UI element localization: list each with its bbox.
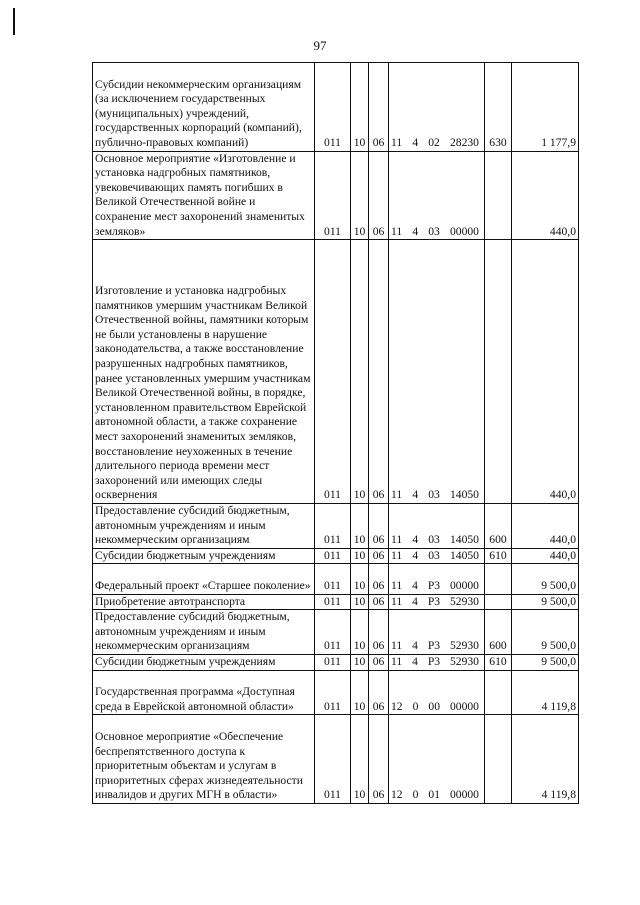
subsection-code: 06 xyxy=(369,610,389,655)
target-article-code xyxy=(389,240,485,504)
table-row xyxy=(93,564,579,594)
section-code: 10 xyxy=(351,594,369,610)
section-code: 10 xyxy=(351,503,369,548)
subsection-code: 06 xyxy=(369,715,389,804)
section-code: 10 xyxy=(351,151,369,240)
target-article-part: P3 xyxy=(427,639,441,653)
target-article-part: 03 xyxy=(428,488,440,502)
target-article-part: 03 xyxy=(428,224,440,238)
section-code: 10 xyxy=(351,63,369,152)
target-article-part: 11 xyxy=(391,488,403,502)
margin-mark xyxy=(13,8,15,35)
target-article-code xyxy=(389,594,485,610)
grbs-code: 011 xyxy=(315,564,351,594)
target-article-part: 14050 xyxy=(449,488,479,502)
target-article-part: 4 xyxy=(412,224,419,238)
target-article-part: 00000 xyxy=(449,224,479,238)
target-article-part: 11 xyxy=(391,654,403,668)
amount: 9 500,0 xyxy=(512,564,579,594)
target-article-part: 4 xyxy=(412,578,418,592)
target-article-part: 03 xyxy=(428,548,440,562)
target-article-part: 4 xyxy=(412,488,419,502)
target-article-part: P3 xyxy=(427,594,441,608)
subsection-code: 06 xyxy=(369,594,389,610)
table-row xyxy=(93,654,579,670)
target-article-part: 4 xyxy=(412,136,419,149)
row-name: Приобретение автотранспорта xyxy=(93,594,315,610)
subsection-code: 06 xyxy=(369,564,389,594)
target-article-part: 03 xyxy=(428,533,440,547)
amount: 440,0 xyxy=(512,503,579,548)
target-article-part: 00000 xyxy=(449,699,479,713)
expense-type-code: 600 xyxy=(485,610,512,655)
target-article-part: 11 xyxy=(391,224,403,238)
section-code: 10 xyxy=(351,548,369,564)
expense-type-code: 600 xyxy=(485,503,512,548)
row-name: Федеральный проект «Старшее поколение» xyxy=(93,564,315,594)
target-article-part: 4 xyxy=(412,533,419,547)
grbs-code: 011 xyxy=(315,715,351,804)
row-name: Государственная программа «Доступная среда в Еврейской автономной области» xyxy=(93,670,315,715)
row-name: Предоставление субсидий бюджетным, автономным учреждениям и иным некоммерческим организациям xyxy=(93,610,315,655)
amount: 9 500,0 xyxy=(512,654,579,670)
table-row xyxy=(93,594,579,610)
target-article-part: 4 xyxy=(412,654,418,668)
target-article-part: 00 xyxy=(428,699,440,713)
target-article-code xyxy=(389,503,485,548)
target-article-part: 02 xyxy=(428,136,440,149)
grbs-code: 011 xyxy=(315,63,351,152)
section-code: 10 xyxy=(351,610,369,655)
row-name: Основное мероприятие «Изготовление и установка надгробных памятников, увековечивающих память погибших в Великой Отечественной войне и сохранение мест захоронений знаменитых земляков» xyxy=(93,151,315,240)
target-article-code xyxy=(389,564,485,594)
row-name: Предоставление субсидий бюджетным, автономным учреждениям и иным некоммерческим организациям xyxy=(93,503,315,548)
target-article-part: 0 xyxy=(412,699,419,713)
target-article-part: 52930 xyxy=(449,654,479,668)
page-number: 97 xyxy=(313,38,327,53)
amount: 440,0 xyxy=(512,151,579,240)
row-name: Субсидии некоммерческим организациям (за исключением государственных (муниципальных) учреждений, государственных корпораций (компаний), публично-правовых компаний) xyxy=(93,63,315,152)
grbs-code: 011 xyxy=(315,548,351,564)
expense-type-code xyxy=(485,594,512,610)
target-article-code xyxy=(389,548,485,564)
amount: 4 119,8 xyxy=(512,715,579,804)
table-row xyxy=(93,548,579,564)
amount: 440,0 xyxy=(512,548,579,564)
target-article-part: 12 xyxy=(391,788,403,802)
target-article-part: 14050 xyxy=(449,533,479,547)
table-row xyxy=(93,610,579,655)
target-article-part: 0 xyxy=(412,788,419,802)
grbs-code: 011 xyxy=(315,654,351,670)
target-article-part: 11 xyxy=(391,533,403,547)
target-article-part: 11 xyxy=(391,136,403,149)
section-code: 10 xyxy=(351,240,369,504)
amount: 1 177,9 xyxy=(512,63,579,152)
grbs-code: 011 xyxy=(315,670,351,715)
row-name: Основное мероприятие «Обеспечение беспрепятственного доступа к приоритетным объектам и услугам в приоритетных сферах жизнедеятельности инвалидов и других МГН в области» xyxy=(93,715,315,804)
expense-type-code xyxy=(485,151,512,240)
subsection-code: 06 xyxy=(369,548,389,564)
section-code: 10 xyxy=(351,564,369,594)
table-row xyxy=(93,503,579,548)
amount: 9 500,0 xyxy=(512,610,579,655)
target-article-part: 4 xyxy=(412,639,418,653)
target-article-part: 28230 xyxy=(449,136,479,149)
grbs-code: 011 xyxy=(315,151,351,240)
subsection-code: 06 xyxy=(369,670,389,715)
target-article-code xyxy=(389,151,485,240)
subsection-code: 06 xyxy=(369,240,389,504)
target-article-part: 00000 xyxy=(449,578,479,592)
grbs-code: 011 xyxy=(315,240,351,504)
grbs-code: 011 xyxy=(315,503,351,548)
expense-type-code: 610 xyxy=(485,548,512,564)
expense-type-code xyxy=(485,240,512,504)
table-row xyxy=(93,63,579,152)
section-code: 10 xyxy=(351,715,369,804)
expense-type-code: 610 xyxy=(485,654,512,670)
target-article-part: P3 xyxy=(427,654,441,668)
target-article-part: 14050 xyxy=(449,548,479,562)
amount: 440,0 xyxy=(512,240,579,504)
row-name: Изготовление и установка надгробных памятников умершим участникам Великой Отечественной войны, памятники которым не были установлены в нарушение законодательства, а также восстановление разрушенных надгробных памятников, ранее установленных умершим участникам Великой Отечественной войны, в порядке, установленном правительством Еврейской автономной области, а также сохранение мест захоронений знаменитых земляков, восстановление неухоженных в течение длительного периода времени мест захоронений или имеющих следы осквернения xyxy=(93,240,315,504)
target-article-part: 11 xyxy=(391,594,403,608)
target-article-code xyxy=(389,63,485,152)
subsection-code: 06 xyxy=(369,503,389,548)
row-name: Субсидии бюджетным учреждениям xyxy=(93,548,315,564)
section-code: 10 xyxy=(351,654,369,670)
grbs-code: 011 xyxy=(315,610,351,655)
table-row xyxy=(93,670,579,715)
grbs-code: 011 xyxy=(315,594,351,610)
table-row xyxy=(93,715,579,804)
section-code: 10 xyxy=(351,670,369,715)
target-article-part: 01 xyxy=(428,788,440,802)
target-article-part: 11 xyxy=(391,578,403,592)
target-article-part: 00000 xyxy=(449,788,479,802)
subsection-code: 06 xyxy=(369,63,389,152)
target-article-code xyxy=(389,715,485,804)
target-article-part: P3 xyxy=(427,578,441,592)
budget-table xyxy=(92,62,579,804)
target-article-part: 52930 xyxy=(449,594,479,608)
table-row xyxy=(93,151,579,240)
target-article-part: 12 xyxy=(391,699,403,713)
target-article-code xyxy=(389,654,485,670)
target-article-part: 11 xyxy=(391,639,403,653)
subsection-code: 06 xyxy=(369,654,389,670)
target-article-code xyxy=(389,670,485,715)
expense-type-code xyxy=(485,715,512,804)
target-article-code xyxy=(389,610,485,655)
target-article-part: 4 xyxy=(412,548,419,562)
subsection-code: 06 xyxy=(369,151,389,240)
target-article-part: 11 xyxy=(391,548,403,562)
amount: 9 500,0 xyxy=(512,594,579,610)
row-name: Субсидии бюджетным учреждениям xyxy=(93,654,315,670)
expense-type-code xyxy=(485,564,512,594)
expense-type-code xyxy=(485,670,512,715)
table-row xyxy=(93,240,579,504)
expense-type-code: 630 xyxy=(485,63,512,152)
target-article-part: 52930 xyxy=(449,639,479,653)
amount: 4 119,8 xyxy=(512,670,579,715)
target-article-part: 4 xyxy=(412,594,418,608)
